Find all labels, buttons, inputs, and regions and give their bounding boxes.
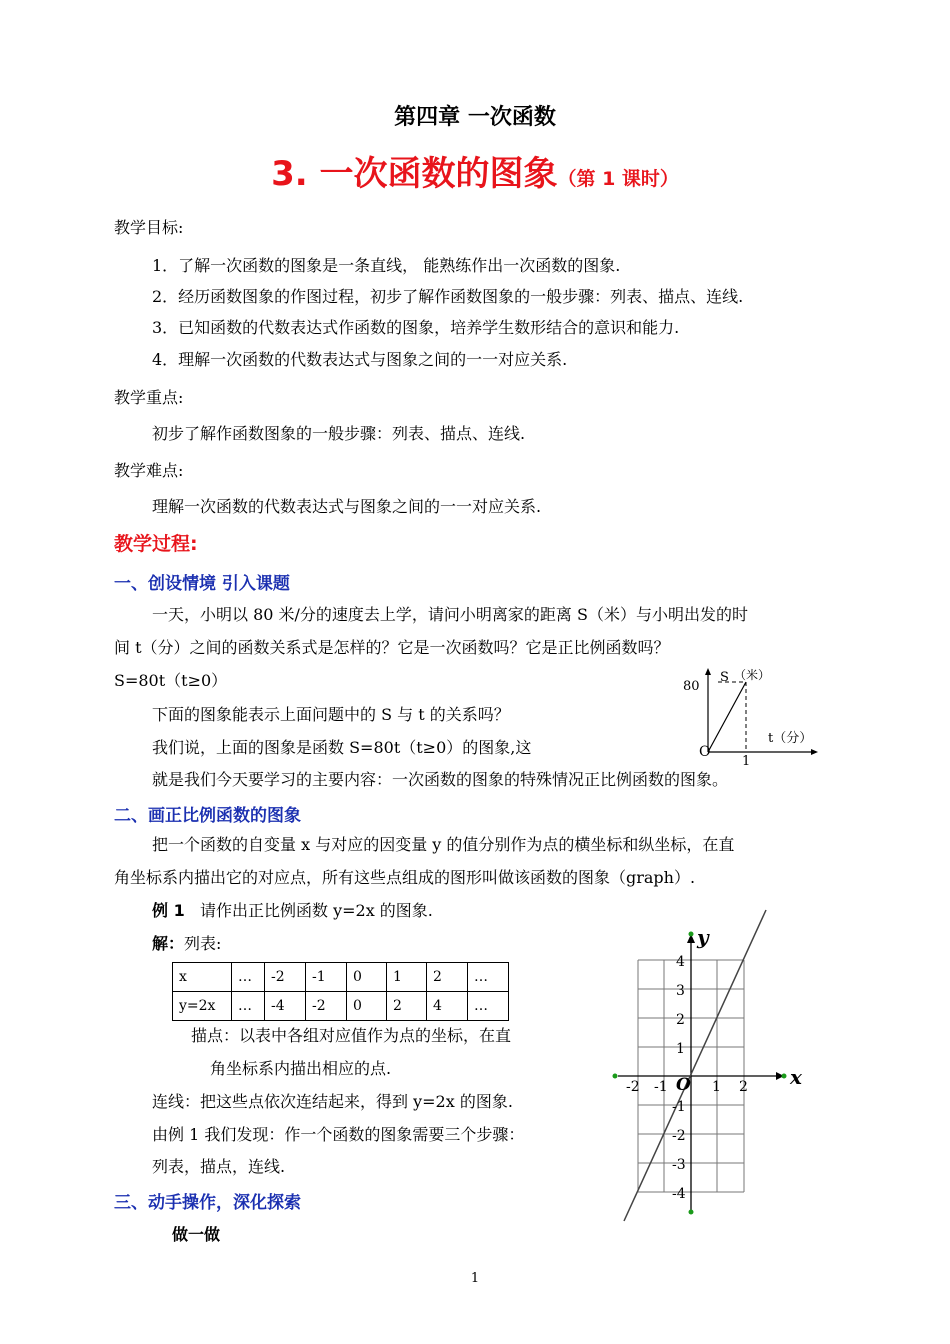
table-cell: y=2x [173,992,232,1021]
y-axis-unit: （米） [734,668,771,682]
y-axis-label: y [697,925,709,949]
origin-label: O [699,744,711,760]
origin-label: O [676,1075,691,1095]
table-row [173,963,509,992]
section1-line: 就是我们今天要学习的主要内容：一次函数的图象的特殊情况正比例函数的图象。 [152,770,729,789]
y-tick-label: 2 [676,1012,685,1028]
table-cell: 2 [387,992,427,1021]
solution-label: 解： [152,934,185,953]
table-cell: 0 [347,992,387,1021]
solution [152,933,221,955]
linear-function-graph [600,900,820,1230]
finding-line: 列表，描点，连线. [152,1157,286,1176]
graph-line [708,682,746,752]
table-cell: -4 [265,992,306,1021]
table-cell: 2 [427,963,468,992]
x-tick-label: -1 [654,1079,668,1095]
table-row [173,992,509,1021]
y-tick-label: 3 [676,983,685,999]
finding-line: 由例 1 我们发现：作一个函数的图象需要三个步骤： [152,1125,525,1144]
table-cell: 1 [387,963,427,992]
table-cell: -2 [265,963,306,992]
y-tick-label: 80 [683,679,700,694]
y-tick-label: -3 [672,1157,686,1173]
endpoint-marker [689,932,694,937]
page-number: 1 [470,1271,480,1286]
section1-title: 一、创设情境 引入课题 [114,574,290,594]
key-label: 教学重点: [114,388,184,407]
goals-label: 教学目标: [114,218,184,237]
x-tick-label: 2 [739,1079,748,1095]
lesson-title-sub: （第 1 课时） [557,168,679,190]
section3-subtitle: 做一做 [172,1225,221,1244]
process-heading: 教学过程: [114,533,198,555]
endpoint-marker [613,1074,618,1079]
plot-step: 角坐标系内描出相应的点. [210,1059,392,1078]
example-text: 请作出正比例函数 y=2x 的图象. [199,901,433,920]
distance-time-graph [678,664,848,770]
section1-line: 一天，小明以 80 米/分的速度去上学，请问小明离家的距离 S（米）与小明出发的时 [152,605,748,624]
example-1 [152,900,433,922]
goal-item: 1．了解一次函数的图象是一条直线， 能熟练作出一次函数的图象. [152,256,621,275]
y-tick-label: -2 [672,1128,686,1144]
section2-title: 二、画正比例函数的图象 [114,806,301,826]
goal-item: 3．已知函数的代数表达式作函数的图象，培养学生数形结合的意识和能力. [152,318,680,337]
solution-text: 列表: [184,934,222,953]
y-tick-label: -4 [672,1186,686,1202]
graph-line-y-2x [624,910,766,1221]
section3-title: 三、动手操作，深化探索 [114,1193,301,1213]
table-cell: … [232,963,265,992]
section2-line: 把一个函数的自变量 x 与对应的因变量 y 的值分别作为点的横坐标和纵坐标，在直 [152,835,735,854]
x-tick-label: 1 [712,1079,721,1095]
endpoint-marker [689,1210,694,1215]
x-tick-label: 1 [742,754,751,769]
table-cell: -1 [306,963,347,992]
connect-step: 连线：把这些点依次连结起来，得到 y=2x 的图象. [152,1092,513,1111]
table-cell: x [173,963,232,992]
table-cell: … [468,992,509,1021]
x-tick-label: -2 [626,1079,640,1095]
endpoint-marker [782,1074,787,1079]
section1-formula: S=80t（t≥0） [114,671,228,690]
plot-step: 描点：以表中各组对应值作为点的坐标，在直 [191,1026,512,1045]
difficulty-label: 教学难点: [114,461,184,480]
example-label: 例 1 [152,901,185,920]
y-tick-label: 1 [676,1041,685,1057]
section2-line: 角坐标系内描出它的对应点，所有这些点组成的图形叫做该函数的图象（graph）. [114,868,696,887]
value-table [172,962,509,1021]
goal-item: 2．经历函数图象的作图过程，初步了解作函数图象的一般步骤：列表、描点、连线. [152,287,744,306]
section1-line: 下面的图象能表示上面问题中的 S 与 t 的关系吗？ [152,705,510,724]
goal-item: 4．理解一次函数的代数表达式与图象之间的一一对应关系. [152,350,568,369]
table-cell: -2 [306,992,347,1021]
table-cell: 0 [347,963,387,992]
section1-line: 间 t（分）之间的函数关系式是怎样的？它是一次函数吗？它是正比例函数吗？ [114,638,670,657]
y-tick-label: -1 [672,1099,686,1115]
x-axis-arrow [811,749,818,755]
lesson-title [0,146,950,195]
y-axis-label: S [720,670,729,685]
section1-line: 我们说，上面的图象是函数 S=80t（t≥0）的图象,这 [152,738,532,757]
y-axis-arrow [705,668,711,675]
table-cell: … [468,963,509,992]
table-cell: 4 [427,992,468,1021]
chapter-title: 第四章 一次函数 [394,105,556,130]
x-axis-label: x [790,1065,802,1089]
table-cell: … [232,992,265,1021]
lesson-title-main: 3. 一次函数的图象 [271,154,558,194]
difficulty-text: 理解一次函数的代数表达式与图象之间的一一对应关系. [152,497,542,516]
key-text: 初步了解作函数图象的一般步骤：列表、描点、连线. [152,424,526,443]
x-axis-label: t（分） [768,731,813,746]
y-tick-label: 4 [676,954,685,970]
